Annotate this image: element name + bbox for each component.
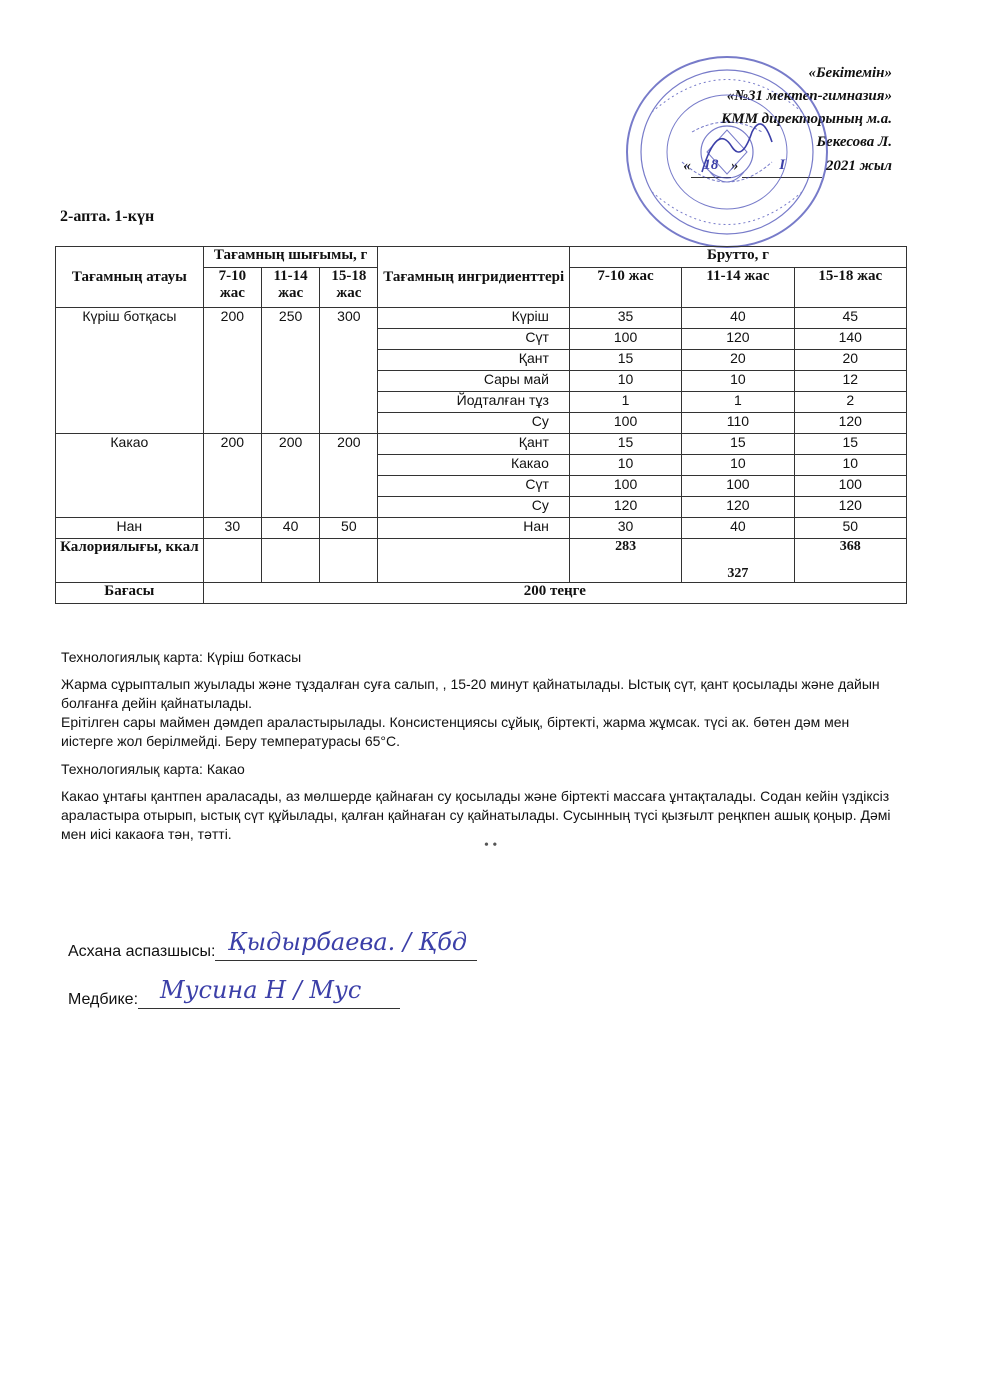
header-yield-age1: 7-10 жас bbox=[203, 268, 261, 308]
dish-yield-age2: 200 bbox=[261, 434, 319, 518]
brutto-age3: 10 bbox=[794, 455, 906, 476]
header-dish-name: Тағамның атауы bbox=[56, 247, 204, 308]
brutto-age2: 120 bbox=[682, 497, 794, 518]
dish-yield-age2: 250 bbox=[261, 308, 319, 434]
dish-name: Нан bbox=[56, 518, 204, 539]
nurse-label: Медбике: bbox=[68, 991, 139, 1008]
price-value: 200 теңге bbox=[203, 583, 906, 604]
tech-card-rice-text2: Ерітілген сары маймен дәмдеп араластырылады. Консистенциясы сұйық, біртекті, жарма жұмсак. түсі ак. бөтен дәм мен иістерге жол берілмейді. Беру температурасы 65°С. bbox=[61, 714, 850, 749]
brutto-age3: 15 bbox=[794, 434, 906, 455]
brutto-age3: 45 bbox=[794, 308, 906, 329]
brutto-age2: 100 bbox=[682, 476, 794, 497]
brutto-age1: 30 bbox=[569, 518, 681, 539]
ingredient-name: Йодталған тұз bbox=[378, 392, 569, 413]
tech-card-rice bbox=[61, 648, 901, 751]
nurse-handwritten-signature: Мусина Н / Мус bbox=[160, 976, 362, 1004]
brutto-age2: 40 bbox=[682, 518, 794, 539]
approval-day: 18 bbox=[691, 154, 731, 178]
brutto-age2: 10 bbox=[682, 371, 794, 392]
header-yield: Тағамның шығымы, г bbox=[203, 247, 378, 268]
header-brutto-age2: 11-14 жас bbox=[682, 268, 794, 308]
brutto-age2: 15 bbox=[682, 434, 794, 455]
ingredient-name: Какао bbox=[378, 455, 569, 476]
approval-school: «№31 мектеп-гимназия» bbox=[726, 88, 892, 104]
calories-age3: 368 bbox=[794, 539, 906, 583]
dish-yield-age3: 200 bbox=[320, 434, 378, 518]
approval-month: I bbox=[742, 154, 822, 178]
brutto-age1: 15 bbox=[569, 350, 681, 371]
brutto-age3: 2 bbox=[794, 392, 906, 413]
brutto-age2: 110 bbox=[682, 413, 794, 434]
dish-yield-age3: 300 bbox=[320, 308, 378, 434]
brutto-age2: 1 bbox=[682, 392, 794, 413]
brutto-age1: 120 bbox=[569, 497, 681, 518]
dish-yield-age1: 30 bbox=[203, 518, 261, 539]
brutto-age3: 120 bbox=[794, 497, 906, 518]
decorative-dots: • • bbox=[484, 838, 498, 853]
dish-yield-age3: 50 bbox=[320, 518, 378, 539]
dish-yield-age1: 200 bbox=[203, 434, 261, 518]
header-brutto: Брутто, г bbox=[569, 247, 906, 268]
menu-table-body bbox=[56, 308, 907, 539]
tech-card-cocoa bbox=[61, 760, 901, 844]
ingredient-name: Нан bbox=[378, 518, 569, 539]
header-yield-age2: 11-14 жас bbox=[261, 268, 319, 308]
tech-card-rice-text1: Жарма сұрыпталып жуылады және тұздалған суға салып, , 15-20 минут қайнатылады. Ыстық сүт, қант қосылады және дайын болғанға дейін қайнатылады. bbox=[61, 676, 880, 711]
table-row bbox=[56, 518, 907, 539]
calories-label: Калориялығы, ккал bbox=[56, 539, 204, 583]
header-yield-age3: 15-18 жас bbox=[320, 268, 378, 308]
dish-yield-age2: 40 bbox=[261, 518, 319, 539]
brutto-age3: 12 bbox=[794, 371, 906, 392]
header-brutto-age1: 7-10 жас bbox=[569, 268, 681, 308]
approval-year: 2021 жыл bbox=[825, 158, 892, 174]
week-day-title: 2-апта. 1-күн bbox=[60, 208, 155, 225]
dish-yield-age1: 200 bbox=[203, 308, 261, 434]
ingredient-name: Сүт bbox=[378, 329, 569, 350]
header-ingredients: Тағамның ингридиенттері bbox=[378, 247, 569, 308]
approval-title: «Бекітемін» bbox=[808, 65, 892, 81]
table-row bbox=[56, 308, 907, 329]
tech-card-cocoa-text: Какао ұнтағы қантпен араласады, аз мөлшерде қайнаған су қосылады және біртекті массаға ұнтақталады. Содан кейін үздіксіз араластыра отырып, ыстық сүт құйылады, қалған қайнаған су қайнатылады. Сусынның түсі қызғылт реңкпен ашық қоңыр. Дәмі мен иісі какаоға тән, тәтті. bbox=[61, 788, 891, 842]
brutto-age1: 10 bbox=[569, 455, 681, 476]
calories-age1: 283 bbox=[569, 539, 681, 583]
approval-date: « 18 » I 2021 жыл bbox=[683, 154, 892, 178]
cook-handwritten-signature: Қыдырбаева. / Қбд bbox=[228, 928, 468, 956]
menu-table bbox=[55, 246, 907, 604]
calories-age2: 327 bbox=[682, 539, 794, 583]
brutto-age1: 35 bbox=[569, 308, 681, 329]
brutto-age3: 20 bbox=[794, 350, 906, 371]
brutto-age2: 10 bbox=[682, 455, 794, 476]
brutto-age3: 140 bbox=[794, 329, 906, 350]
table-row bbox=[56, 434, 907, 455]
tech-card-cocoa-title: Технологиялық карта: Какао bbox=[61, 761, 245, 777]
approval-position: КММ директорының м.а. bbox=[721, 111, 892, 127]
cook-label: Асхана аспазшысы: bbox=[68, 943, 216, 960]
price-row bbox=[56, 583, 907, 604]
brutto-age1: 100 bbox=[569, 476, 681, 497]
brutto-age1: 10 bbox=[569, 371, 681, 392]
ingredient-name: Күріш bbox=[378, 308, 569, 329]
brutto-age3: 50 bbox=[794, 518, 906, 539]
calories-row bbox=[56, 539, 907, 583]
dish-name: Какао bbox=[56, 434, 204, 518]
brutto-age1: 1 bbox=[569, 392, 681, 413]
header-brutto-age3: 15-18 жас bbox=[794, 268, 906, 308]
brutto-age3: 100 bbox=[794, 476, 906, 497]
official-seal-stamp bbox=[622, 52, 832, 252]
price-label: Бағасы bbox=[56, 583, 204, 604]
ingredient-name: Қант bbox=[378, 434, 569, 455]
ingredient-name: Қант bbox=[378, 350, 569, 371]
brutto-age2: 20 bbox=[682, 350, 794, 371]
brutto-age1: 100 bbox=[569, 329, 681, 350]
brutto-age2: 120 bbox=[682, 329, 794, 350]
brutto-age1: 100 bbox=[569, 413, 681, 434]
ingredient-name: Су bbox=[378, 497, 569, 518]
brutto-age2: 40 bbox=[682, 308, 794, 329]
brutto-age1: 15 bbox=[569, 434, 681, 455]
ingredient-name: Сары май bbox=[378, 371, 569, 392]
tech-card-rice-title: Технологиялық карта: Күріш боткасы bbox=[61, 649, 302, 665]
dish-name: Күріш ботқасы bbox=[56, 308, 204, 434]
ingredient-name: Су bbox=[378, 413, 569, 434]
approval-name: Бекесова Л. bbox=[816, 134, 892, 150]
ingredient-name: Сүт bbox=[378, 476, 569, 497]
brutto-age3: 120 bbox=[794, 413, 906, 434]
